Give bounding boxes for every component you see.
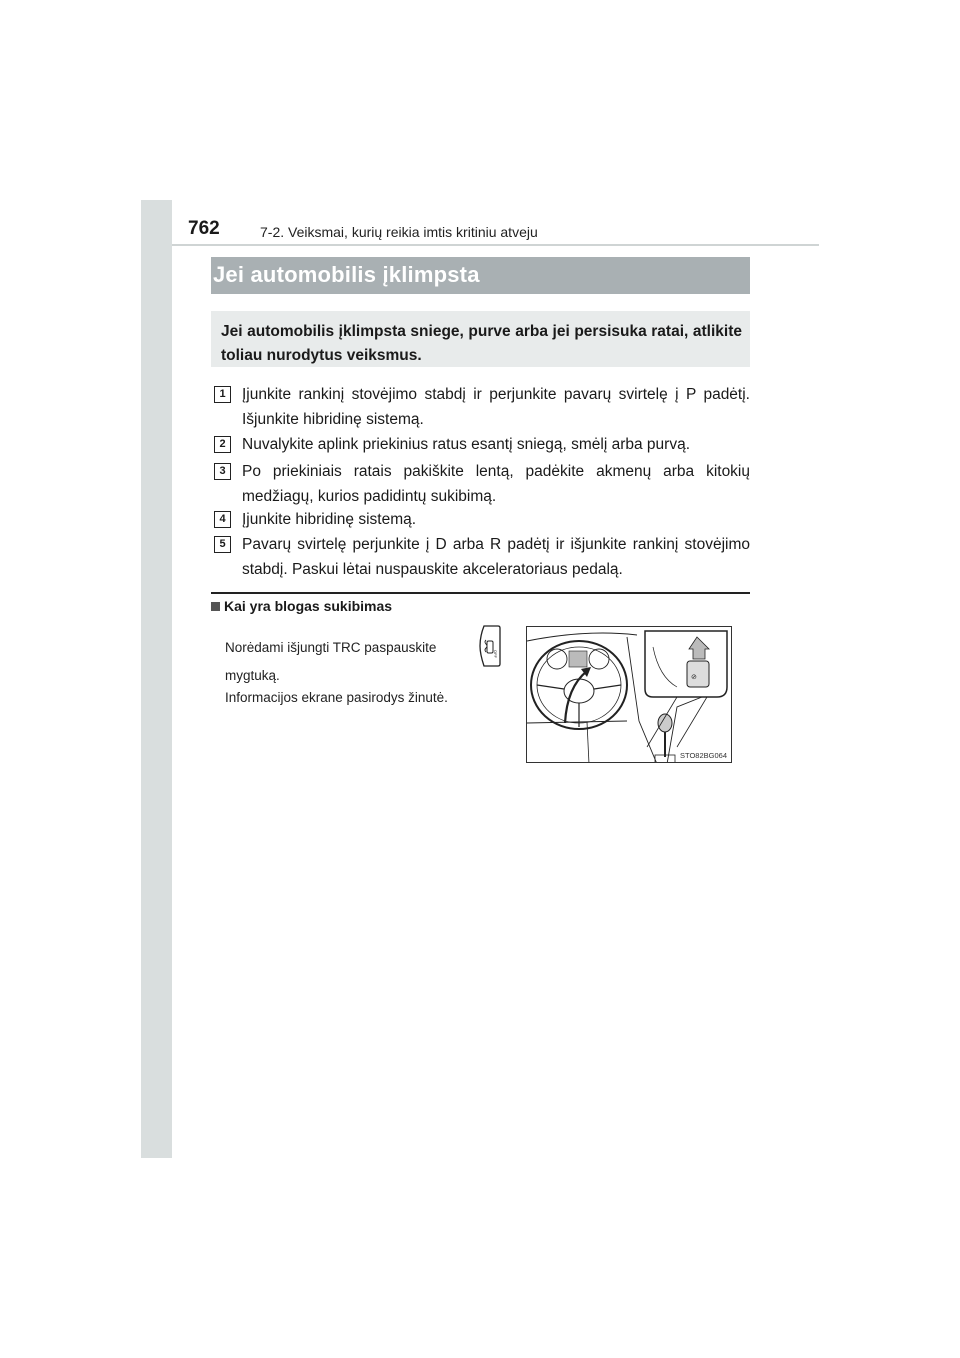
subsection-title-text: Kai yra blogas sukibimas — [224, 598, 393, 614]
car-interior-drawing — [527, 627, 732, 763]
step-2 — [214, 432, 750, 457]
step-text: Įjunkite hibridinę sistemą. — [242, 511, 417, 528]
svg-text:OFF: OFF — [493, 650, 498, 658]
svg-text:⊘: ⊘ — [691, 674, 697, 681]
section-divider — [211, 592, 750, 594]
page-number: 762 — [188, 218, 220, 239]
step-number: 5 — [214, 536, 231, 553]
header-rule — [172, 244, 819, 246]
subsection-line-2: mygtuką. — [225, 668, 280, 683]
side-tab-band — [141, 200, 172, 1158]
running-head: 7-2. Veiksmai, kurių reikia imtis kritiniu atveju — [260, 224, 538, 240]
step-1 — [214, 382, 750, 432]
step-5 — [214, 532, 750, 582]
step-number: 3 — [214, 463, 231, 480]
step-text: Pavarų svirtelę perjunkite į D arba R padėtį ir išjunkite rankinį stovėjimo stabdį. Paskui lėtai nuspauskite akceleratoriaus pedalą. — [242, 536, 750, 578]
step-number: 1 — [214, 386, 231, 403]
figure-code: STO82BG064 — [680, 751, 727, 760]
subsection-line-3: Informacijos ekrane pasirodys žinutė. — [225, 690, 448, 705]
step-number: 4 — [214, 511, 231, 528]
intro-box: Jei automobilis įklimpsta sniege, purve arba jei persisuka ratai, atlikite toliau nurodytus veiksmus. — [211, 311, 750, 367]
subsection-line-1: Norėdami išjungti TRC paspauskite — [225, 640, 437, 655]
subsection-title — [211, 598, 392, 614]
dashboard-illustration — [526, 626, 732, 763]
section-title: Jei automobilis įklimpsta — [211, 257, 750, 294]
square-bullet-icon — [211, 602, 220, 611]
step-text: Po priekiniais ratais pakiškite lentą, padėkite akmenų arba kitokių medžiagų, kurios padidintų sukibimą. — [242, 463, 750, 505]
step-4 — [214, 507, 750, 532]
step-3 — [214, 459, 750, 509]
step-text: Nuvalykite aplink priekinius ratus esantį sniegą, smėlį arba purvą. — [242, 436, 690, 453]
step-number: 2 — [214, 436, 231, 453]
trc-button-icon — [478, 624, 502, 668]
step-text: Įjunkite rankinį stovėjimo stabdį ir perjunkite pavarų svirtelę į P padėtį. Išjunkite hibridinę sistemą. — [242, 386, 750, 428]
